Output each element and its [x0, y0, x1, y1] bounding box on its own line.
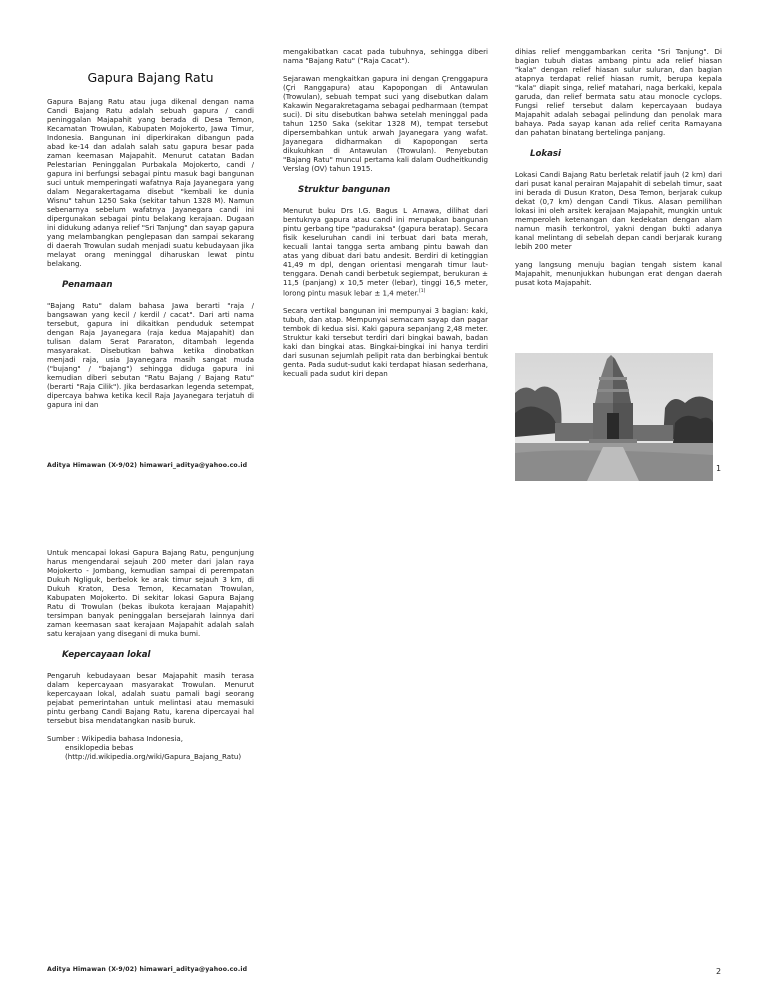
heading-struktur: Struktur bangunan	[298, 185, 391, 195]
kepercayaan-paragraph: Pengaruh kebudayaan besar Majapahit masih terasa dalam kepercayaan masyarakat Trowulan. Menurut kepercayaan lokal, adalah suatu pamali bagi seorang pejabat pemerintahan untuk melintasi atau memasuki pintu gerbang Candi Bajang Ratu, karena dipercayai hal tersebut bisa mendatangkan nasib buruk.	[47, 671, 254, 725]
page1-column-2	[283, 47, 488, 387]
source-url[interactable]: (http://id.wikipedia.org/wiki/Gapura_Bajang_Ratu)	[65, 752, 242, 761]
page1-column-1	[47, 70, 254, 418]
heading-lokasi: Lokasi	[530, 149, 561, 159]
page1-column-3	[515, 47, 722, 296]
page1-footer: Aditya Himawan (X-9/02) himawari_aditya@yahoo.co.id	[47, 462, 248, 469]
citation-ref[interactable]: [1]	[419, 289, 426, 294]
page1-number: 1	[716, 464, 722, 473]
page-title: Gapura Bajang Ratu	[87, 70, 214, 85]
source-line-2: ensiklopedia bebas	[65, 743, 134, 752]
col3-paragraph-2: Lokasi Candi Bajang Ratu berletak relatif jauh (2 km) dari dari pusat kanal perairan Majapahit di sebelah timur, saat ini berada di Dusun Kraton, Desa Temon, berjarak cukup dekat (0,7 km) dengan Candi Tikus. Alasan pemilihan lokasi ini oleh arsitek kerajaan Majapahit, mungkin untuk memperoleh ketenangan dan kedekatan dengan alam namun masih terkontrol, yakni dengan bukti adanya kanal melintang di sebelah depan candi berjarak kurang lebih 200 meter	[515, 170, 722, 251]
col2-paragraph-4: Secara vertikal bangunan ini mempunyai 3 bagian: kaki, tubuh, dan atap. Mempunyai semacam sayap dan pagar tembok di kedua sisi. Kaki gapura sepanjang 2,48 meter. Struktur kaki tersebut terdiri dari bingkai bawah, badan kaki dan bingkai atas. Bingkai-bingkai ini hanya terdiri dari susunan sejumlah pelipit rata dan berbingkai bentuk genta. Pada sudut-sudut kaki terdapat hiasan sederhana, kecuali pada sudut kiri depan	[283, 306, 488, 379]
col2-paragraph-2: Sejarawan mengkaitkan gapura ini dengan Çrenggapura (Çri Ranggapura) atau Kapopongan di Antawulan (Trowulan), sebuah tempat suci yang disebutkan dalam Kakawin Negarakretagama sebagai pedharmaan (tempat suci). Di situ disebutkan bahwa setelah meninggal pada tahun 1250 Saka (sekitar 1328 M), tempat tersebut dipersembahkan untuk arwah Jayanegara yang wafat. Jayanegara didharmakan di Kapopongan serta dikukuhkan di Antawulan (Trowulan). Penyebutan "Bajang Ratu" muncul pertama kali dalam Oudheitkundig Verslag (OV) tahun 1915.	[283, 74, 488, 173]
heading-kepercayaan: Kepercayaan lokal	[62, 650, 151, 660]
col2-paragraph-3	[283, 206, 488, 297]
col3-paragraph-1: dihias relief menggambarkan cerita "Sri Tanjung". Di bagian tubuh diatas ambang pintu ada relief hiasan "kala" dengan relief hiasan sulur suluran, dan bagian atapnya terdapat relief hiasan rumit, berupa kepala "kala" diapit singa, relief matahari, naga berkaki, kepala garuda, dan relief bermata satu atau monocle cyclops. Fungsi relief tersebut dalam kepercayaan budaya Majapahit adalah sebagai pelindung dan penolak mara bahaya. Pada sayap kanan ada relief cerita Ramayana dan pahatan binatang bertelinga panjang.	[515, 47, 722, 137]
penamaan-paragraph: "Bajang Ratu" dalam bahasa Jawa berarti "raja / bangsawan yang kecil / kerdil / cacat". Dari arti nama tersebut, gapura ini dikaitkan penduduk setempat dengan Raja Jayanegara (raja kedua Majapahit) dan tulisan dalam Serat Pararaton, ditambah legenda masyarakat. Disebutkan bahwa ketika dinobatkan menjadi raja, usia Jayanegara masih sangat muda ("bujang" / "bajang") sehingga diduga gapura ini kemudian diberi sebutan "Ratu Bajang / Bajang Ratu" (berarti "Raja Cilik"). Jika berdasarkan legenda setempat, dipercaya bahwa ketika kecil Raja Jayanegara terjatuh di gapura ini dan	[47, 301, 254, 409]
struktur-text: Menurut buku Drs I.G. Bagus L Arnawa, dilihat dari bentuknya gapura atau candi ini merupakan bangunan pintu gerbang tipe "paduraksa" (gapura beratap). Secara fisik keseluruhan candi ini terbuat dari bata merah, kecuali lantai tangga serta ambang pintu bawah dan atas yang dibuat dari batu andesit. Berdiri di ketinggian 41,49 m dpl, dengan orientasi mengarah timur laut-tenggara. Denah candi berbetuk segiempat, berukuran ± 11,5 (panjang) x 10,5 meter (lebar), tinggi 16,5 meter, lorong pintu masuk lebar ± 1,4 meter.	[283, 206, 488, 298]
gapura-photo	[515, 353, 713, 481]
access-paragraph: Untuk mencapai lokasi Gapura Bajang Ratu, pengunjung harus mengendarai sejauh 200 meter dari jalan raya Mojokerto - Jombang, kemudian sampai di perempatan Dukuh Ngliguk, berbelok ke arak timur sejauh 3 km, di Dukuh Kraton, Desa Temon, Kecamatan Trowulan, Kabupaten Mojokerto. Di sekitar lokasi Gapura Bajang Ratu di Trowulan (bekas ibukota kerajaan Majapahit) tersimpan banyak peninggalan bersejarah lainnya dari zaman keemasan saat kerajaan Majapahit adalah salah satu kerajaan yang disegani di muka bumi.	[47, 548, 254, 638]
page2-footer: Aditya Himawan (X-9/02) himawari_aditya@yahoo.co.id	[47, 966, 248, 973]
page2-number: 2	[716, 967, 722, 976]
page2-column-1	[47, 548, 254, 761]
col2-paragraph-1: mengakibatkan cacat pada tubuhnya, sehingga diberi nama "Bajang Ratu" ("Raja Cacat").	[283, 47, 488, 65]
heading-penamaan: Penamaan	[62, 280, 113, 290]
col3-paragraph-3: yang langsung menuju bagian tengah sistem kanal Majapahit, menunjukkan hubungan erat dengan daerah pusat kota Majapahit.	[515, 260, 722, 287]
source-line-1: Sumber : Wikipedia bahasa Indonesia,	[47, 734, 183, 743]
intro-paragraph: Gapura Bajang Ratu atau juga dikenal dengan nama Candi Bajang Ratu adalah sebuah gapura / candi peninggalan Majapahit yang berada di Desa Temon, Kecamatan Trowulan, Kabupaten Mojokerto, Jawa Timur, Indonesia. Bangunan ini diperkirakan dibangun pada abad ke-14 dan adalah salah satu gapura besar pada zaman keemasan Majapahit. Menurut catatan Badan Pelestarian Peninggalan Purbakala Mojokerto, candi / gapura ini berfungsi sebagai pintu masuk bagi bangunan suci untuk memperingati wafatnya Raja Jayanegara yang dalam Negarakertagama disebut "kembali ke dunia Wisnu" tahun 1250 Saka (sekitar tahun 1328 M). Namun sebenarnya sebelum wafatnya Jayanegara candi ini dipergunakan sebagai pintu belakang kerajaan. Dugaan ini didukung adanya relief "Sri Tanjung" dan sayap gapura yang melambangkan penglepasan dan sampai sekarang di daerah Trowulan sudah menjadi suatu kebudayaan jika melayat orang meninggal diharuskan lewat pintu belakang.	[47, 97, 254, 268]
